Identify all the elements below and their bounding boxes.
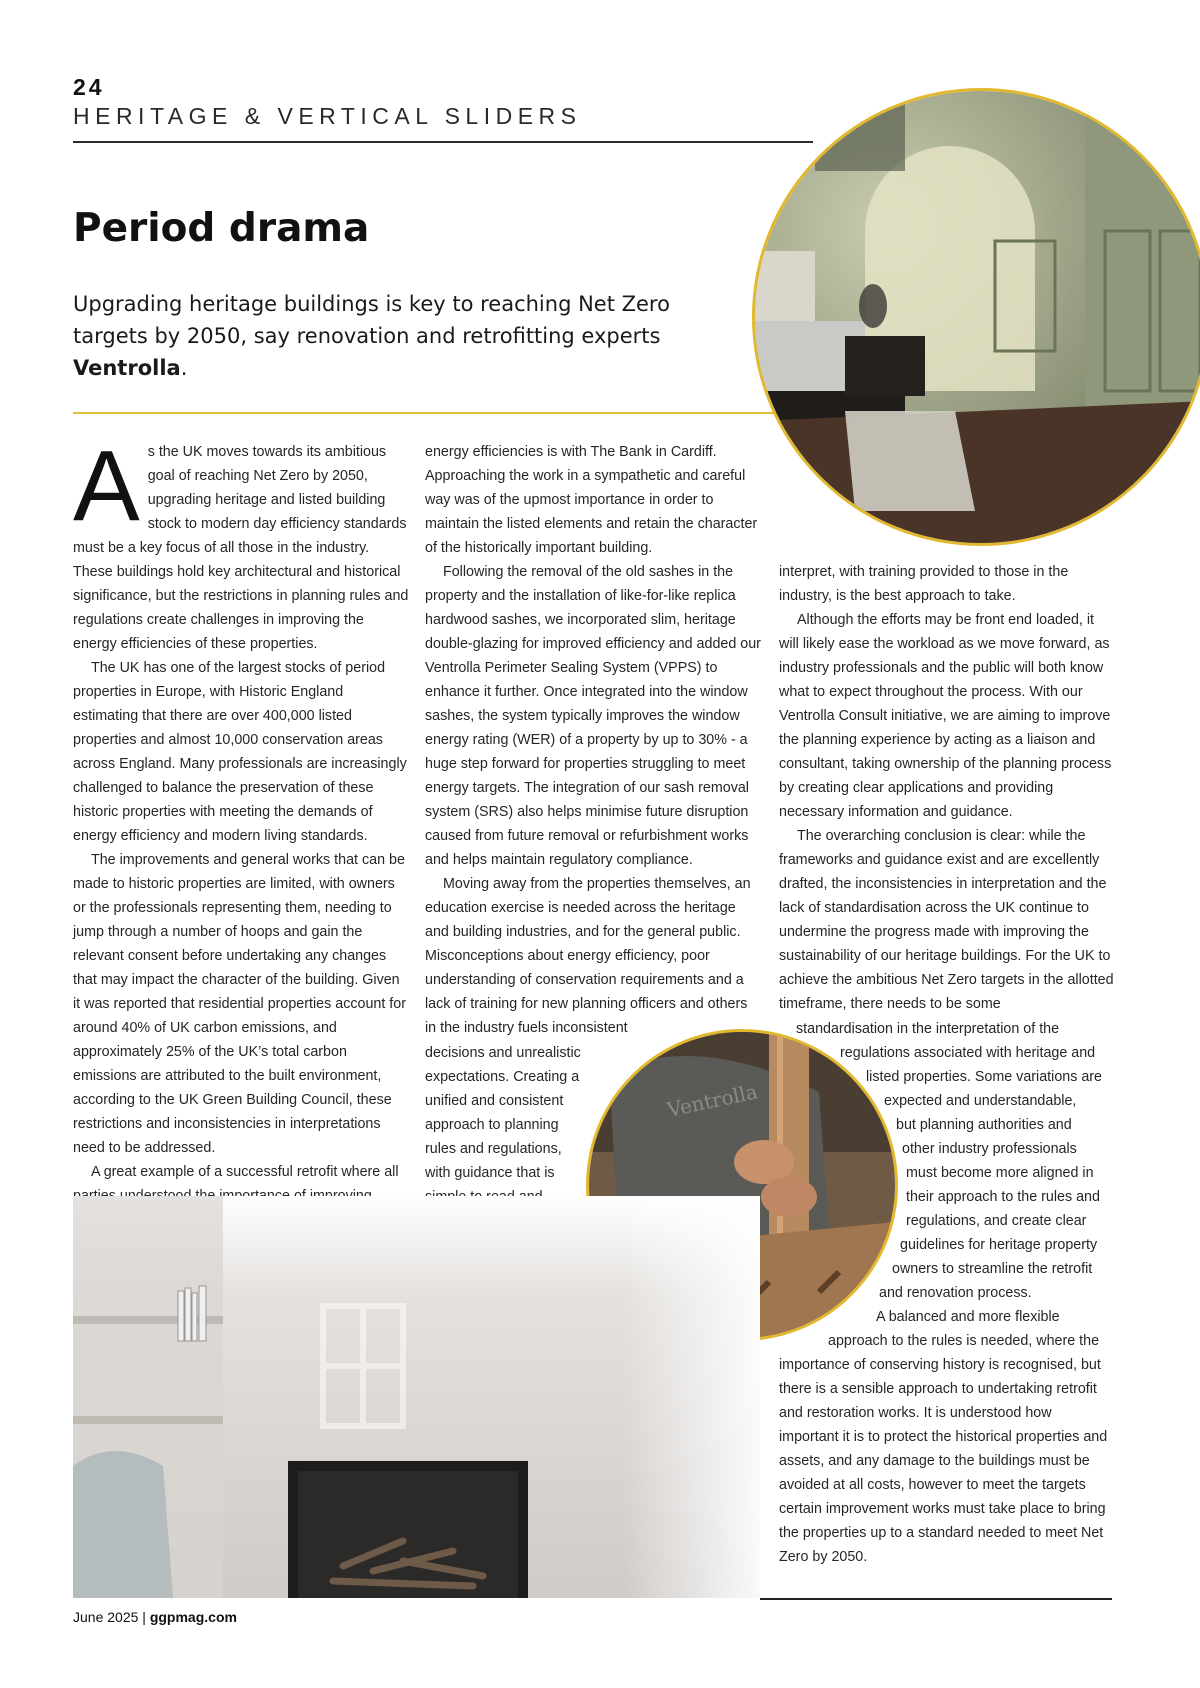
shirt-logo: Ventrolla <box>665 1079 760 1122</box>
wrapped-line: approach to the rules is needed, where the <box>828 1333 1100 1349</box>
article-title: Period drama <box>73 206 370 251</box>
footer-divider <box>760 1598 1112 1600</box>
page-number: 24 <box>73 74 105 100</box>
paragraph: Following the removal of the old sashes in the property and the installation of like-for-like replica hardwood sashes, we incorporated slim, heritage double-glazing for improved efficiency and added our Ventrolla Perimeter Sealing System (VPPS) to enhance it further. Once integrated into the window sashes, the system typically improves the window energy rating (WER) of a property by up to 30% - a huge step forward for properties struggling to meet energy targets. The integration of our sash removal system (SRS) also helps minimise future disruption caused from future removal or refurbishment works and helps maintain regulatory compliance. <box>425 564 761 868</box>
wrapped-line: regulations, and create clear <box>906 1213 1087 1229</box>
paragraph: The overarching conclusion is clear: while the frameworks and guidance exist and are excellently drafted, the inconsistencies in interpretation and the lack of standardisation across the UK continue to undermine the progress made with improving the sustainability of our heritage buildings. For the UK to achieve the ambitious Net Zero targets in the allotted timeframe, there needs to be some <box>779 828 1114 1012</box>
standfirst-text: Upgrading heritage buildings is key to reaching Net Zero targets by 2050, say renovation and retrofitting experts <box>73 292 670 348</box>
website-link[interactable]: ggpmag.com <box>149 1609 237 1625</box>
paragraph <box>73 430 410 656</box>
wrapped-line: but planning authorities and <box>896 1117 1072 1133</box>
wrapped-line: must become more aligned in <box>906 1165 1094 1181</box>
paragraph: The improvements and general works that can be made to historic properties are limited, with owners or the professionals representing them, needing to jump through a number of hoops and gain the relevant consent before undertaking any changes that may impact the character of the building. Given it was reported that residential properties account for around 40% of UK carbon emissions, and approximately 25% of the UK’s total carbon emissions are attributed to the built environment, according to the UK Green Building Council, these restrictions and inconsistencies in interpretations need to be addressed. <box>73 852 406 1156</box>
article-column-2 <box>425 440 762 1040</box>
wrapped-line: decisions and unrealistic <box>425 1045 581 1061</box>
living-room-photo <box>73 1196 760 1598</box>
wrapped-line: expectations. Creating a <box>425 1069 580 1085</box>
wrapped-line: and renovation process. <box>879 1285 1032 1301</box>
wrapped-line: listed properties. Some variations are <box>866 1069 1103 1085</box>
wrapped-line: standardisation in the interpretation of the <box>796 1021 1060 1037</box>
paragraph: energy efficiencies is with The Bank in Cardiff. Approaching the work in a sympathetic and careful way was of the upmost importance in order to maintain the listed elements and retain the character of the historically important building. <box>425 444 758 556</box>
article-column-3 <box>779 560 1114 1016</box>
paragraph: Although the efforts may be front end loaded, it will likely ease the workload as we move forward, as industry professionals and the public will both know what to expect throughout the process. With our Ventrolla Consult initiative, we are aiming to improve the planning experience by acting as a liaison and consultant, taking ownership of the planning process by creating clear applications and providing necessary information and guidance. <box>779 612 1112 820</box>
paragraph-text: s the UK moves towards its ambitious goal of reaching Net Zero by 2050, upgrading heritage and listed building stock to modern day efficiency standards must be a key focus of all those in the industry. These buildings hold key architectural and historical significance, but the restrictions in planning rules and regulations create challenges in improving the energy efficiencies of these properties. <box>73 444 409 652</box>
page-footer <box>73 1609 237 1625</box>
wrapped-line: with guidance that is <box>425 1165 555 1181</box>
header-divider <box>73 141 813 143</box>
bedroom-photo <box>752 88 1200 546</box>
paragraph: interpret, with training provided to those in the industry, is the best approach to take. <box>779 564 1069 604</box>
paragraph: A great example of a successful retrofit where all <box>91 1164 399 1180</box>
wrapped-line: unified and consistent <box>425 1093 564 1109</box>
wrapped-line: rules and regulations, <box>425 1141 562 1157</box>
standfirst-divider <box>73 412 793 414</box>
standfirst-end: . <box>180 356 188 380</box>
wrapped-line: guidelines for heritage property <box>900 1237 1098 1253</box>
wrapped-line: owners to streamline the retrofit <box>892 1261 1093 1277</box>
section-title: HERITAGE & VERTICAL SLIDERS <box>73 103 582 129</box>
wrapped-line: other industry professionals <box>902 1141 1077 1157</box>
standfirst-brand: Ventrolla <box>73 356 181 380</box>
article-standfirst <box>73 288 713 384</box>
paragraph: Moving away from the properties themselves, an education exercise is needed across the heritage and building industries, and for the general public. Misconceptions about energy efficiency, poor understanding of conservation requirements and a lack of training for new planning officers and others in the industry fuels inconsistent <box>425 876 751 1036</box>
wrapped-line: approach to planning <box>425 1117 559 1133</box>
article-column-1 <box>73 430 410 1208</box>
wrapped-line: regulations associated with heritage and <box>840 1045 1096 1061</box>
wrapped-line: expected and understandable, <box>884 1093 1077 1109</box>
drop-cap: A <box>73 430 140 542</box>
wrapped-line: A balanced and more flexible <box>876 1309 1060 1325</box>
footer-separator: | <box>142 1609 146 1625</box>
wrapped-line: their approach to the rules and <box>906 1189 1100 1205</box>
issue-date: June 2025 <box>73 1609 139 1625</box>
paragraph: importance of conserving history is recognised, but there is a sensible approach to undertaking retrofit and restoration works. It is understood how important it is to protect the historical properties and assets, and any damage to the buildings must be avoided at all costs, however to meet the targets certain improvement works must take place to bring the properties up to a standard needed to meet Net Zero by 2050. <box>779 1357 1108 1565</box>
article-column-3-end <box>779 1353 1114 1569</box>
paragraph: The UK has one of the largest stocks of period properties in Europe, with Historic England estimating that there are over 400,000 listed properties and almost 10,000 conservation areas across England. Many professionals are increasingly challenged to balance the preservation of these historic properties with meeting the demands of energy efficiency and modern living standards. <box>73 660 407 844</box>
